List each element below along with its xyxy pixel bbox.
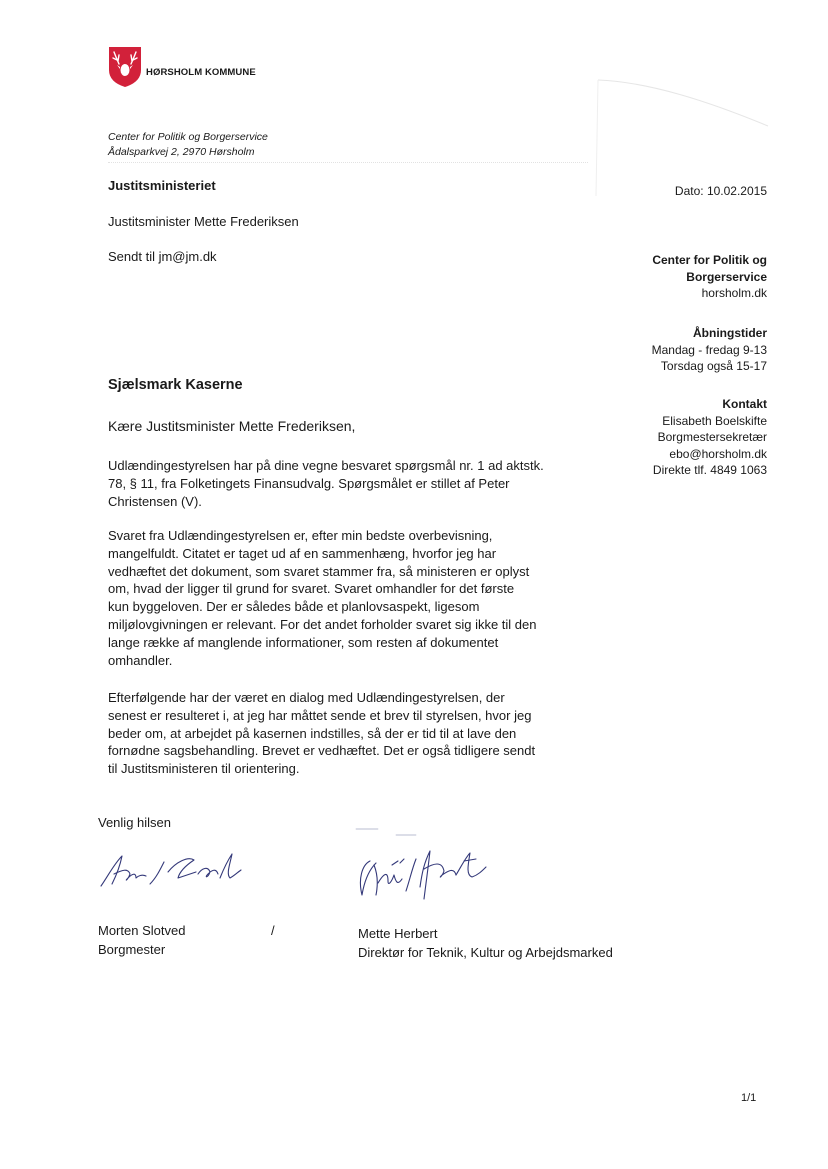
paragraph-line: Udlændingestyrelsen har på dine vegne besvaret spørgsmål nr. 1 ad aktstk. xyxy=(108,458,544,473)
signer-separator: / xyxy=(271,923,275,938)
signature-mette-herbert xyxy=(338,825,493,905)
center-website: horsholm.dk xyxy=(701,286,767,300)
signer-right-name: Mette Herbert xyxy=(358,926,438,941)
paragraph-line: kun byggeloven. Der er således både et planlovsaspekt, ligesom xyxy=(108,599,480,615)
contact-name: Elisabeth Boelskifte xyxy=(662,413,767,428)
paragraph-line: om, hvad der ligger til grund for svaret. Svaret omhandler for det første xyxy=(108,581,515,597)
deer-shield-icon xyxy=(108,46,142,88)
signer-left-name: Morten Slotved xyxy=(98,923,186,938)
paragraph-line: senest er resulteret i, at jeg har måttet sende et brev til styrelsen, hvor jeg xyxy=(108,707,532,723)
contact-email: ebo@horsholm.dk xyxy=(669,446,767,461)
paragraph-line: Efterfølgende har der været en dialog med Udlændingestyrelsen, der xyxy=(108,690,505,705)
paragraph-line: mangelfuldt. Citatet er taget ud af en sammenhæng, hvorfor jeg har xyxy=(108,545,497,561)
paragraph-line: Christensen (V). xyxy=(108,493,202,509)
sender-address xyxy=(108,130,268,160)
recipient-name: Justitsminister Mette Frederiksen xyxy=(108,214,299,229)
municipality-logo xyxy=(108,46,256,88)
paragraph-line: beder om, at arbejdet på kasernen indstilles, så der er tid til at lave den xyxy=(108,725,517,741)
paragraph-line: miljølovgivningen er relevant. For det andet forholder svaret sig ikke til den xyxy=(108,616,537,632)
hours-heading: Åbningstider xyxy=(693,326,767,340)
letter-date: Dato: 10.02.2015 xyxy=(674,184,767,198)
signer-right xyxy=(358,924,613,962)
sidebar-hours xyxy=(652,325,767,375)
page-number: 1/1 xyxy=(741,1092,757,1104)
hours-weekdays: Mandag - fredag 9-13 xyxy=(651,342,767,357)
letter-salutation: Kære Justitsminister Mette Frederiksen, xyxy=(108,418,356,434)
contact-title: Borgmestersekretær xyxy=(657,430,767,444)
paragraph-2 xyxy=(108,527,558,669)
signer-left xyxy=(98,921,185,959)
scan-fold-mark xyxy=(590,72,780,202)
sidebar-center xyxy=(652,252,767,302)
sender-department: Center for Politik og Borgerservice xyxy=(108,131,268,143)
paragraph-line: 78, § 11, fra Folketingets Finansudvalg. Spørgsmålet er stillet af Peter xyxy=(108,475,510,491)
signature-morten-slotved xyxy=(98,848,243,890)
hours-thursday: Torsdag også 15-17 xyxy=(660,359,767,373)
sender-street: Ådalsparkvej 2, 2970 Hørsholm xyxy=(108,146,255,158)
paragraph-line: lange række af manglende informationer, som resten af dokumentet xyxy=(108,634,499,650)
municipality-name: HØRSHOLM KOMMUNE xyxy=(146,66,256,78)
letter-closing: Venlig hilsen xyxy=(98,815,171,830)
center-line1: Center for Politik og xyxy=(652,253,767,267)
recipient-sent-to: Sendt til jm@jm.dk xyxy=(108,249,217,264)
paragraph-line: Svaret fra Udlændingestyrelsen er, efter min bedste overbevisning, xyxy=(108,528,493,543)
recipient-org: Justitsministeriet xyxy=(108,178,216,193)
letter-subject: Sjælsmark Kaserne xyxy=(108,377,243,393)
center-line2: Borgerservice xyxy=(686,269,767,284)
signer-right-title: Direktør for Teknik, Kultur og Arbejdsmarked xyxy=(358,945,613,960)
paragraph-1 xyxy=(108,457,558,510)
contact-heading: Kontakt xyxy=(722,397,767,411)
paragraph-line: til Justitsministeren til orientering. xyxy=(108,761,300,777)
paragraph-line: fornødne sagsbehandling. Brevet er vedhæftet. Det er også tidligere sendt xyxy=(108,743,536,759)
signer-left-title: Borgmester xyxy=(98,942,166,957)
divider xyxy=(108,162,588,163)
paragraph-line: omhandler. xyxy=(108,652,173,668)
paragraph-3 xyxy=(108,689,558,778)
paragraph-line: vedhæftet det dokument, som svaret stammer fra, så ministeren er oplyst xyxy=(108,563,530,579)
sidebar-contact xyxy=(653,396,767,479)
contact-phone: Direkte tlf. 4849 1063 xyxy=(652,463,767,477)
